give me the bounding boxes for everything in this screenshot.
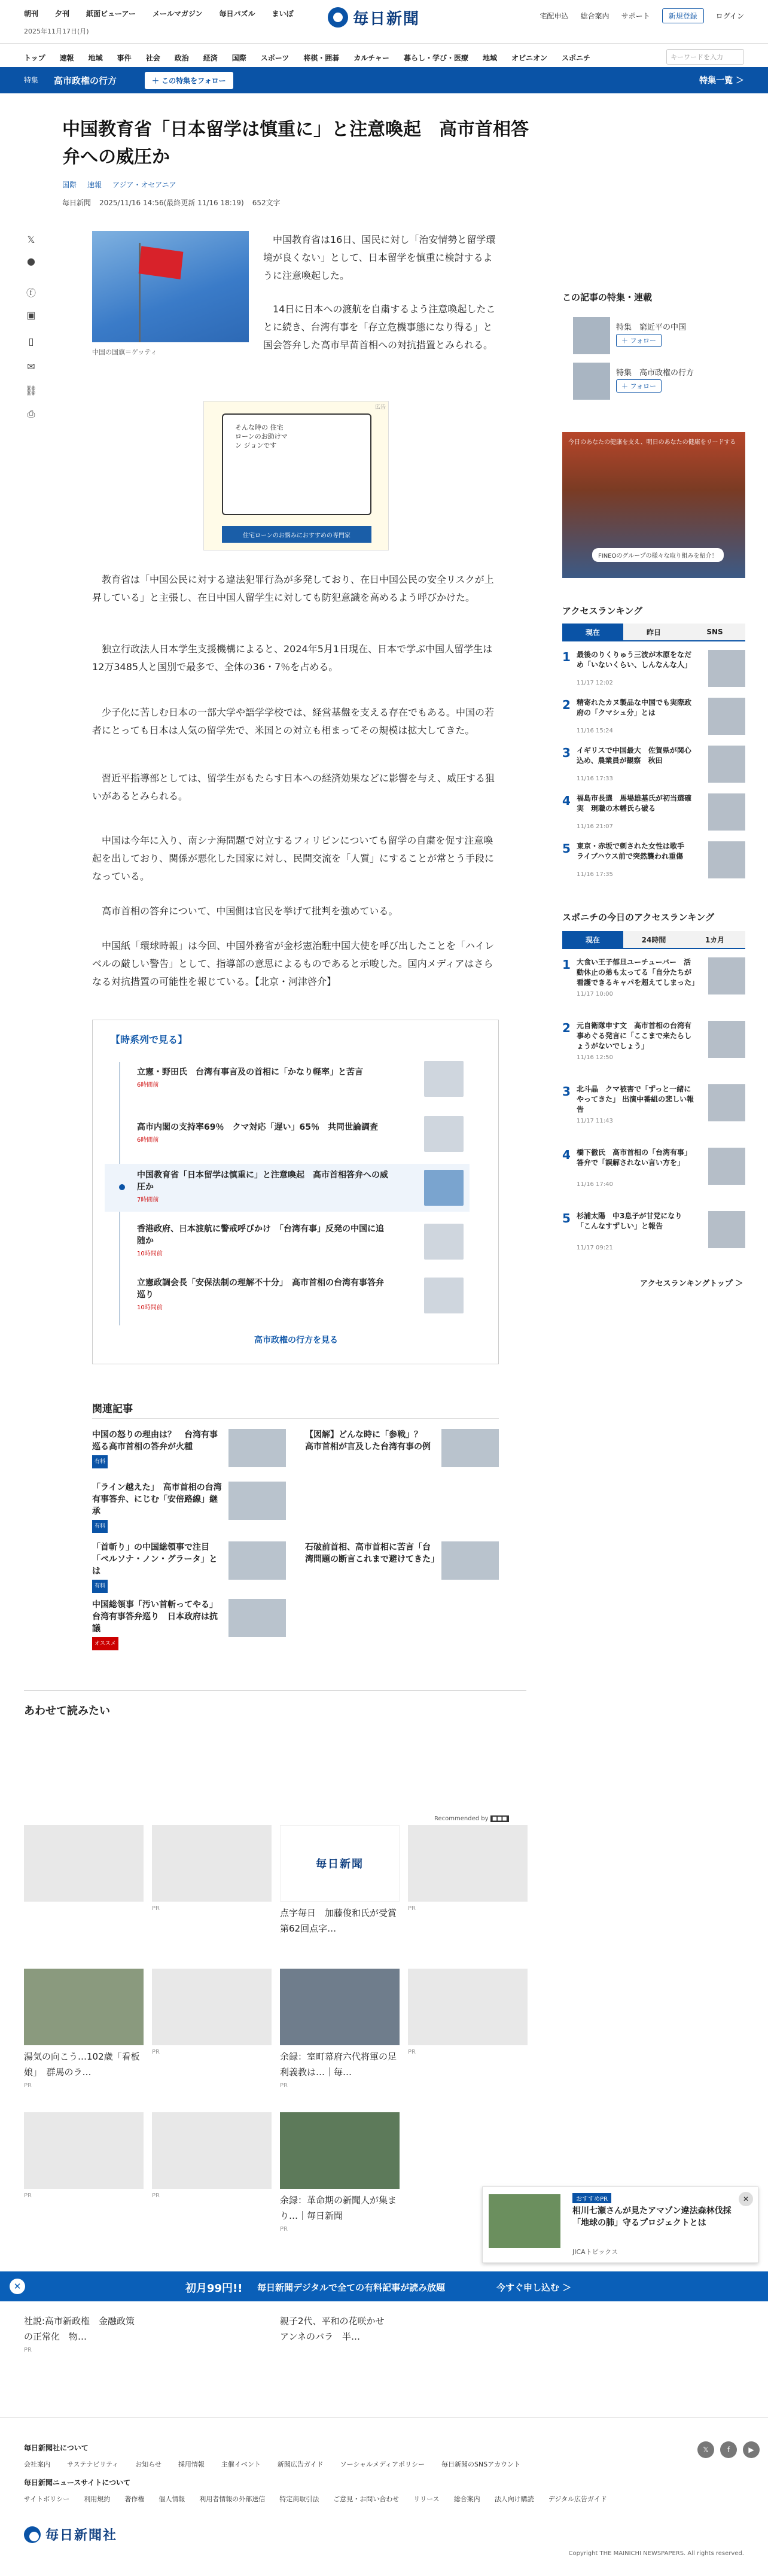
recommend-card[interactable] — [24, 1825, 144, 1905]
tab-month[interactable]: 1カ月 — [684, 931, 745, 948]
article-meta — [62, 197, 281, 208]
footer-link[interactable]: 特定商取引法 — [279, 2495, 319, 2503]
pr-label: PR — [24, 2082, 32, 2089]
comment-icon[interactable]: ● — [27, 255, 35, 267]
rank-number: 2 — [562, 698, 571, 712]
support-link[interactable]: サポート — [621, 12, 650, 20]
footer-link[interactable]: 著作権 — [124, 2495, 145, 2503]
related-thumbnail — [228, 1429, 286, 1467]
related-thumbnail — [441, 1429, 499, 1467]
card-image — [24, 2112, 144, 2189]
article-paragraph: 独立行政法人日本学生支援機構によると、2024年5月1日現在、日本で学ぶ中国人留学生は12万3485人と国別で最多で、全体の36・7％を占める。 — [92, 643, 493, 673]
rank-number: 5 — [562, 841, 571, 856]
related-thumbnail — [228, 1541, 286, 1580]
related-article[interactable] — [92, 1599, 286, 1647]
article-tags — [62, 180, 176, 190]
close-icon[interactable]: ✕ — [10, 2279, 25, 2294]
hatena-icon[interactable]: ▣ — [26, 309, 36, 321]
feature-bar — [0, 67, 768, 93]
copyright: Copyright THE MAINICHI NEWSPAPERS. All rights reserved. — [568, 2550, 744, 2557]
account-nav — [540, 8, 744, 23]
x-icon[interactable]: 𝕏 — [697, 2441, 714, 2458]
tag-link[interactable]: 国際 — [62, 181, 77, 189]
footer-link[interactable]: 個人情報 — [159, 2495, 185, 2503]
also-read-heading: あわせて読みたい — [24, 1705, 110, 1717]
feature-avatar — [573, 363, 610, 400]
series-thumbnail — [424, 1061, 464, 1097]
top-nav — [24, 8, 294, 19]
footer-about-links — [24, 2459, 520, 2469]
rank-thumbnail — [708, 1148, 745, 1185]
tag-link[interactable]: 速報 — [87, 181, 102, 189]
series-title: 【時系列で見る】 — [111, 1034, 188, 1045]
series-item-title: 立憲・野田氏 台湾有事言及の首相に「かなり軽率」と苦言 — [137, 1067, 363, 1077]
rank-thumbnail — [708, 1021, 745, 1058]
related-article[interactable] — [305, 1541, 499, 1589]
footer-site-links — [24, 2494, 607, 2504]
top-nav-link[interactable]: 紙面ビューアー — [86, 10, 136, 18]
footer-link[interactable]: 採用情報 — [178, 2461, 205, 2468]
category-link[interactable]: 国際 — [231, 54, 246, 62]
current-marker-icon — [119, 1184, 125, 1190]
article-headline: 中国教育省「日本留学は慎重に」と注意喚起 高市首相答弁への威圧か — [62, 119, 529, 168]
tab-now[interactable]: 現在 — [562, 624, 623, 640]
rank-title: 東京・赤坂で刺された女性は歌手 ライブハウス前で突然襲われ重傷 — [577, 842, 692, 860]
facebook-icon[interactable]: f — [720, 2441, 737, 2458]
article-paragraph: 中国教育省は16日、国民に対し「治安情勢と留学環境が良くない」として、日本留学を慎重に検討するように注意喚起した。 — [263, 234, 496, 281]
series-item-current[interactable] — [105, 1164, 470, 1212]
rank-thumbnail — [708, 698, 745, 735]
pr-label: PR — [408, 1905, 416, 1912]
category-link[interactable]: 経済 — [203, 54, 218, 62]
rank-title: 精寄れたカヌ製品な中国でも実際政府の「クマシュ分」とは — [577, 698, 692, 717]
rank-title: 北斗晶 クマ被害で「ずっと一緒にやってきた」 出演中番組の悲しい報告 — [577, 1085, 694, 1114]
card-caption: 余録：室町幕府六代将軍の足利義教は…｜毎… — [280, 2051, 397, 2078]
card-image — [408, 1825, 528, 1902]
illustration-ad[interactable] — [203, 401, 389, 551]
sidebar-feature[interactable] — [573, 363, 740, 400]
card-caption: 社説:高市新政権 金融政策の正常化 物… — [24, 2316, 135, 2342]
site-logo[interactable] — [328, 6, 441, 29]
ranking-item[interactable] — [562, 698, 745, 740]
rank-thumbnail — [708, 957, 745, 994]
related-title: 中国総領事「汚い首斬ってやる」台湾有事答弁巡り 日本政府は抗議 — [92, 1600, 218, 1634]
paid-badge: 有料 — [92, 1455, 108, 1468]
floating-ad[interactable] — [482, 2186, 758, 2263]
pr-label: PR — [280, 2226, 288, 2233]
series-thumbnail — [424, 1224, 464, 1260]
tab-24h[interactable]: 24時間 — [623, 931, 684, 948]
promo-cta-button[interactable]: 今すぐ申し込む ＞ — [496, 2282, 572, 2293]
link-icon[interactable]: ⛓ — [25, 384, 38, 396]
related-article[interactable] — [92, 1541, 286, 1589]
category-link[interactable]: 暮らし・学び・医療 — [403, 54, 468, 62]
category-link[interactable]: 政治 — [174, 54, 189, 62]
sports-ranking-item[interactable] — [562, 1021, 745, 1063]
logo-mark-icon — [328, 7, 348, 28]
close-icon[interactable]: ✕ — [739, 2192, 753, 2206]
sports-ranking-item[interactable] — [562, 1211, 745, 1253]
related-title: 「首斬り」の中国総領事で注目「ペルソナ・ノン・グラータ」とは — [92, 1543, 218, 1576]
recommend-card[interactable] — [280, 1825, 406, 1939]
photo-caption: 中国の国旗＝ゲッティ — [92, 348, 157, 356]
sports-ranking-item[interactable] — [562, 1148, 745, 1190]
footer-link[interactable]: 会社案内 — [24, 2461, 50, 2468]
series-thumbnail — [424, 1116, 464, 1152]
feature-follow-button[interactable]: ＋ この特集をフォロー — [145, 72, 233, 89]
rank-number: 4 — [562, 793, 571, 808]
pr-label: PR — [280, 2082, 288, 2089]
feature-follow-button[interactable]: ＋ フォロー — [616, 334, 662, 347]
rank-number: 5 — [562, 1211, 571, 1225]
card-image — [152, 2112, 272, 2189]
series-item[interactable] — [105, 1055, 470, 1103]
rank-title: 橋下徹氏 高市首相の「台湾有事」答弁で「誤解されない言い方を」 — [577, 1148, 692, 1167]
series-item-date: 6時間前 — [137, 1137, 159, 1143]
sports-ranking-heading: スポニチの今日のアクセスランキング — [562, 912, 715, 923]
ranking-item[interactable] — [562, 793, 745, 835]
lead-photo[interactable] — [92, 231, 249, 342]
footer-link[interactable]: 法人向け購読 — [494, 2495, 534, 2503]
top-nav-link[interactable]: 夕刊 — [55, 10, 70, 18]
footer-site-heading: 毎日新聞ニュースサイトについて — [24, 2478, 131, 2487]
card-image — [24, 1825, 144, 1902]
print-icon[interactable]: ⎙ — [27, 408, 35, 419]
series-item-title: 中国教育省「日本留学は慎重に」と注意喚起 高市首相答弁への威圧か — [137, 1170, 388, 1192]
recommend-card[interactable] — [24, 2310, 144, 2353]
float-ad-image — [489, 2194, 560, 2248]
related-article[interactable] — [92, 1482, 286, 1529]
access-ranking-heading: アクセスランキング — [562, 606, 643, 616]
footer-link[interactable]: 毎日新聞のSNSアカウント — [441, 2461, 521, 2468]
ad-mark: 広告 — [374, 405, 386, 410]
top-nav-link[interactable]: メールマガジン — [153, 10, 203, 18]
related-thumbnail — [228, 1599, 286, 1637]
flag-image — [139, 246, 184, 279]
pr-label: PR — [24, 2347, 32, 2353]
promo-price: 初月99円!! — [185, 2282, 243, 2295]
rank-title: 元自衛隊申す文 高市首相の台湾有事めぐる発言に「ここまで来たらしょうがないでしょう」 — [577, 1021, 692, 1050]
related-article[interactable] — [305, 1429, 499, 1477]
card-caption: 点字毎日 加藤俊和氏が受賞 第62回点字… — [280, 1908, 406, 1934]
bookmark-icon[interactable]: ▯ — [28, 335, 34, 347]
promo-text: 毎日新聞デジタルで全ての有料記事が読み放題 — [257, 2282, 446, 2293]
article-paragraph: 中国紙「環球時報」は今回、中国外務省が金杉憲治駐中国大使を呼び出したことを「ハイレベルの厳しい警告」として、指導部の意思によるものであると示唆した。国内メディアはさらなる対抗措置の可能性を報じている。【北京・河津啓介】 — [92, 940, 495, 987]
ranking-item[interactable] — [562, 650, 745, 692]
recommended-text: Recommended by — [434, 1815, 489, 1822]
card-image — [152, 1969, 272, 2045]
category-link[interactable]: カルチャー — [353, 54, 389, 62]
tab-sns[interactable]: SNS — [684, 624, 745, 640]
article-paragraph: 習近平指導部としては、留学生がもたらす日本への経済効果などに影響を与え、威圧する狙いがあるとみられる。 — [92, 773, 495, 802]
ranking-top-link[interactable]: アクセスランキングトップ ＞ — [640, 1279, 743, 1288]
ad-cta: FINEOのグループの様々な取り組みを紹介！ — [592, 548, 724, 562]
rank-thumbnail — [708, 841, 745, 878]
guide-link[interactable]: 総合案内 — [580, 12, 609, 20]
rank-number: 2 — [562, 1021, 571, 1035]
top-nav-link[interactable]: 朝刊 — [24, 10, 39, 18]
article-paragraph: 14日に日本への渡航を自粛するよう注意喚起したことに続き、台湾有事を「存立危機事態になり得る」と国会答弁した高市早苗首相への対抗措置とみられる。 — [263, 303, 496, 351]
rank-time: 11/17 09:21 — [577, 1245, 613, 1251]
sports-ranking-item[interactable] — [562, 957, 745, 999]
rank-title: 福島市長選 馬場雄基氏が初当選確実 現職の木幡氏ら破る — [577, 794, 692, 813]
illustration-banner: 住宅ローンのお悩みにおすすめの専門家 — [222, 526, 371, 543]
related-article[interactable] — [92, 1429, 286, 1477]
rank-thumbnail — [708, 1084, 745, 1121]
rank-number: 1 — [562, 957, 571, 972]
related-title: 石破前首相、高市首相に苦言「台湾問題の断言これまで避けてきた」 — [305, 1543, 439, 1564]
footer-link[interactable]: サステナビリティ — [67, 2461, 119, 2468]
footer-link[interactable]: 新聞広告ガイド — [277, 2461, 324, 2468]
article-paragraph: 教育省は「中国公民に対する違法犯罪行為が多発しており、在日中国公民の安全リスクが上昇している」と主張し、在日中国人留学生に対しても防犯意識を高めるよう呼びかけた。 — [92, 574, 494, 603]
footer-link[interactable]: 主催イベント — [221, 2461, 261, 2468]
top-nav-link[interactable]: 毎日パズル — [219, 10, 255, 18]
recommend-badge: オススメ — [92, 1637, 118, 1650]
ad-headline: 今日のあなたの健康を支え、明日のあなたの健康をリードする — [568, 439, 736, 446]
rank-time: 11/16 17:35 — [577, 871, 613, 878]
series-thumbnail — [424, 1170, 464, 1206]
delivery-link[interactable]: 宅配申込 — [540, 12, 569, 20]
article-paragraph: 高市首相の答弁について、中国側は官民を挙げて批判を強めている。 — [102, 905, 398, 917]
category-link[interactable]: 地域 — [88, 54, 103, 62]
category-link[interactable]: 社会 — [145, 54, 160, 62]
category-link[interactable]: 将棋・囲碁 — [303, 54, 340, 62]
rank-title: イギリスで中国最大 佐賀県が関心込め、農業員が観察 秋田 — [577, 746, 691, 765]
series-item-date: 7時間前 — [137, 1197, 159, 1203]
recommend-card[interactable] — [280, 2310, 400, 2347]
card-image — [280, 2112, 400, 2189]
login-link[interactable]: ログイン — [715, 12, 744, 20]
float-ad-title: 相川七瀬さんが見たアマゾン違法森林伐採「地球の肺」守るプロジェクトとは — [572, 2206, 732, 2228]
ranking-item[interactable] — [562, 841, 745, 883]
footer-link[interactable]: 利用者情報の外部送信 — [199, 2495, 266, 2503]
recommended-label — [434, 1815, 509, 1822]
related-heading: 関連記事 — [92, 1403, 133, 1415]
recommend-card[interactable] — [24, 1969, 144, 2089]
recommend-card[interactable] — [152, 1825, 272, 1912]
feature-label: 特集 窮近平の中国 — [616, 323, 687, 332]
rank-number: 4 — [562, 1148, 571, 1162]
category-link[interactable]: スポーツ — [260, 54, 289, 62]
footer-company: 毎日新聞社 — [45, 2528, 118, 2543]
logo-mark-icon — [24, 2526, 41, 2543]
sports-tabs — [562, 931, 745, 949]
tab-yesterday[interactable]: 昨日 — [623, 624, 684, 640]
feature-label: 特集 高市政権の行方 — [616, 369, 694, 378]
related-title: 「ライン越えた」 高市首相の台湾有事答弁、にじむ「安倍路線」継承 — [92, 1483, 222, 1516]
tab-now[interactable]: 現在 — [562, 931, 623, 948]
article-paragraph: 中国は今年に入り、南シナ海問題で対立するフィリピンについても留学の自粛を促す注意喚起を出しており、関係が悪化した国家に対し、民間交流を「人質」にすることが常とう手段になっている。 — [92, 835, 495, 882]
pr-label: PR — [24, 2192, 32, 2199]
paid-badge: 有料 — [92, 1520, 108, 1533]
series-item-date: 6時間前 — [137, 1082, 159, 1088]
rank-time: 11/17 12:02 — [577, 680, 613, 686]
footer-link[interactable]: 総合案内 — [453, 2495, 480, 2503]
rank-number: 3 — [562, 746, 571, 760]
card-image — [152, 1825, 272, 1902]
x-share-icon[interactable]: 𝕏 — [27, 233, 35, 245]
feature-tag: 特集 — [24, 76, 39, 84]
rank-title: 最後のりくりゅう三波が木原をなだ め「いないくらい、しんなんな人」 — [577, 650, 692, 669]
facebook-icon[interactable]: ⓕ — [26, 287, 36, 299]
footer-link[interactable]: リリース — [413, 2495, 440, 2503]
rank-time: 11/16 17:33 — [577, 775, 613, 782]
youtube-icon[interactable]: ▶ — [743, 2441, 760, 2458]
rank-number: 3 — [562, 1084, 571, 1099]
feature-list-link[interactable]: 特集一覧 ＞ — [699, 76, 744, 86]
feature-follow-button[interactable]: ＋ フォロー — [616, 379, 662, 393]
footer-link[interactable]: デジタル広告ガイド — [548, 2495, 607, 2503]
category-link[interactable]: オピニオン — [511, 54, 547, 62]
footer-link[interactable]: サイトポリシー — [24, 2495, 70, 2503]
related-thumbnail — [441, 1541, 499, 1580]
pr-label: PR — [152, 2049, 160, 2055]
mail-icon[interactable]: ✉ — [27, 360, 35, 372]
recommend-card[interactable] — [280, 2112, 400, 2233]
related-title: 【図解】どんな時に「参戦」？ 高市首相が言及した台湾有事の例 — [305, 1430, 431, 1452]
rank-title: 杉浦太陽 中3息子が甘党になり「こんなすずしい」と報告 — [577, 1212, 682, 1230]
rank-time: 11/16 21:07 — [577, 823, 613, 830]
series-timeline — [92, 1020, 499, 1364]
footer-about-heading: 毎日新聞社について — [24, 2444, 89, 2452]
series-item-title: 香港政府、日本渡航に警戒呼びかけ 「台湾有事」反発の中国に追随か — [137, 1224, 384, 1246]
rank-title: 大食い王子郁旦ユーチューバー 活動休止の弟も太ってる「自分たちが看護できるキャパを超えてしまった」 — [577, 958, 699, 987]
speech-bubble: そんな時の 住宅ローンのお助けマン ジョンです — [235, 424, 288, 449]
rank-time: 11/16 12:50 — [577, 1054, 613, 1061]
card-caption: 湯気の向こう…102歳「看板娘」 群馬のラ… — [24, 2051, 140, 2078]
footer-link[interactable]: ソーシャルメディアポリシー — [340, 2461, 425, 2468]
card-image — [408, 1969, 528, 2045]
related-thumbnail — [228, 1482, 286, 1520]
footer-link[interactable]: ご意見・お問い合わせ — [333, 2495, 400, 2503]
sports-ranking-item[interactable] — [562, 1084, 745, 1126]
category-link[interactable]: トップ — [24, 54, 45, 62]
ranking-item[interactable] — [562, 746, 745, 787]
float-ad-badge: おすすめPR — [572, 2193, 611, 2203]
top-nav-link[interactable]: まいぽ — [272, 10, 294, 18]
category-link[interactable]: 速報 — [59, 54, 74, 62]
pr-label: PR — [152, 1905, 160, 1912]
category-nav — [24, 53, 590, 63]
series-more-link[interactable]: 高市政権の行方を見る — [254, 1336, 338, 1345]
article-datetime: 2025/11/16 14:56(最終更新 11/16 18:19) — [99, 199, 244, 207]
series-item[interactable] — [105, 1218, 470, 1266]
illustration-frame — [222, 413, 371, 515]
series-item-title: 立憲政調会長「安保法制の理解不十分」 高市首相の台湾有事答弁巡り — [137, 1278, 384, 1300]
series-item-date: 10時間前 — [137, 1304, 163, 1311]
series-item-date: 10時間前 — [137, 1251, 163, 1257]
rank-time: 11/17 11:43 — [577, 1118, 613, 1124]
feature-title[interactable]: 高市政権の行方 — [54, 75, 117, 86]
series-thumbnail — [424, 1278, 464, 1313]
search-input[interactable]: キーワードを入力 — [666, 49, 744, 65]
register-button[interactable]: 新規登録 — [662, 8, 704, 23]
tag-link[interactable]: アジア・オセアニア — [112, 181, 176, 189]
paid-badge: 有料 — [92, 1580, 108, 1593]
access-tabs — [562, 624, 745, 641]
related-title: 中国の怒りの理由は？ 台湾有事巡る高市首相の答弁が火種 — [92, 1430, 218, 1452]
card-image — [280, 1969, 400, 2045]
article-length: 652文字 — [252, 199, 281, 207]
series-item-title: 高市内閣の支持率69％ クマ対応「遅い」65％ 共同世論調査 — [137, 1123, 378, 1132]
rank-number: 1 — [562, 650, 571, 664]
rank-thumbnail — [708, 650, 745, 687]
rank-time: 11/16 15:24 — [577, 728, 613, 734]
rank-time: 11/16 17:40 — [577, 1181, 613, 1188]
recommend-card[interactable] — [280, 1969, 400, 2089]
recommend-card[interactable] — [152, 1969, 272, 2055]
recommend-card[interactable] — [152, 2112, 272, 2199]
float-ad-source: JICAトピックス — [572, 2248, 618, 2256]
recommend-card[interactable] — [24, 2112, 144, 2199]
footer-link[interactable]: お知らせ — [135, 2461, 161, 2468]
rank-thumbnail — [708, 1211, 745, 1248]
recommend-card[interactable] — [408, 1969, 528, 2055]
category-link[interactable]: 事件 — [117, 54, 132, 62]
card-caption: 余録：革命期の新聞人が集まり…｜毎日新聞 — [280, 2195, 397, 2221]
sidebar-ad[interactable] — [562, 432, 745, 578]
current-date: 2025年11月17日(月) — [24, 28, 89, 35]
category-link[interactable]: スポニチ — [561, 54, 590, 62]
recommend-card[interactable] — [408, 1825, 528, 1912]
rank-thumbnail — [708, 746, 745, 783]
rank-time: 11/17 10:00 — [577, 991, 613, 997]
series-item[interactable] — [105, 1110, 470, 1158]
card-image — [24, 1969, 144, 2045]
category-link[interactable]: 地域 — [482, 54, 497, 62]
card-logo-text: 毎日新聞 — [316, 1858, 364, 1871]
sidebar-features-heading: この記事の特集・連載 — [562, 292, 653, 303]
pr-label: PR — [408, 2049, 416, 2055]
subscription-banner[interactable] — [0, 2271, 768, 2301]
feature-avatar — [573, 317, 610, 354]
sidebar-feature[interactable] — [573, 317, 740, 354]
article-paragraph: 少子化に苦しむ日本の一部大学や語学学校では、経営基盤を支える存在でもある。中国の若者にとっても日本は人気の留学先で、米国との対立も相まってその規模は拡大してきた。 — [92, 707, 495, 736]
rank-thumbnail — [708, 793, 745, 831]
logo-text: 毎日新聞 — [353, 10, 420, 28]
footer-link[interactable]: 利用規約 — [84, 2495, 111, 2503]
pr-label: PR — [152, 2192, 160, 2199]
article-source: 毎日新聞 — [62, 199, 92, 207]
card-caption: 親子2代、平和の花咲かせ アンネのバラ 半… — [280, 2316, 394, 2342]
recommender-logo: ◼◼◼ — [490, 1815, 509, 1822]
footer-logo[interactable] — [24, 2525, 117, 2544]
card-image — [280, 1825, 400, 1902]
series-item[interactable] — [105, 1272, 470, 1319]
